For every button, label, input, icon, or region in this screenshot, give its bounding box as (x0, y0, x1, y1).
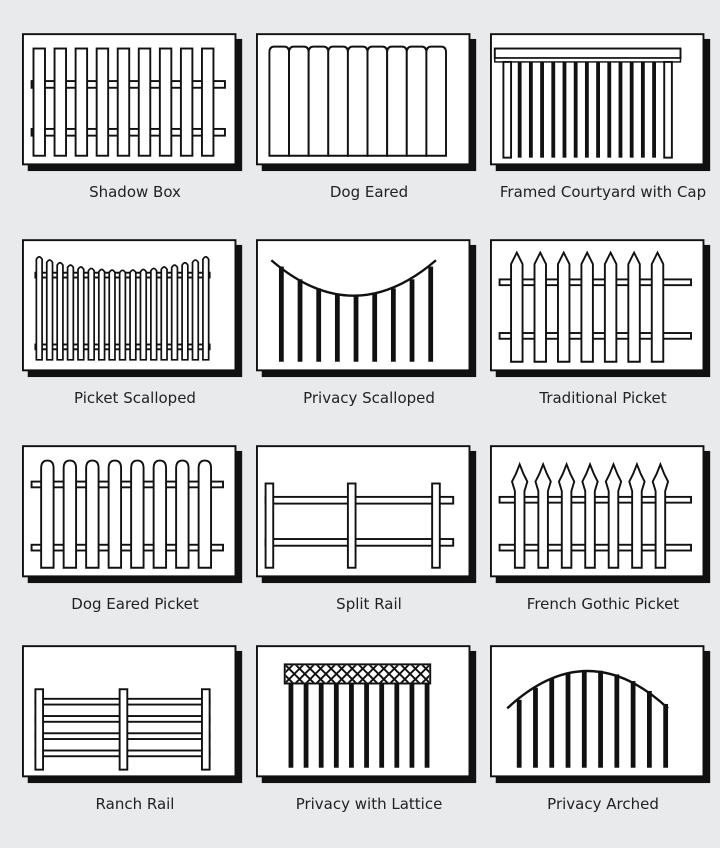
fence-board (76, 49, 87, 156)
fence-picket (653, 464, 668, 567)
fence-picket (193, 260, 199, 360)
fence-board (181, 49, 192, 156)
fence-bar (652, 62, 656, 158)
fence-bar (334, 683, 339, 767)
fence-card-privacy-lattice (256, 642, 490, 848)
fence-picket (57, 263, 63, 360)
fence-board (328, 47, 348, 156)
fence-bar (425, 683, 430, 767)
fence-card-shadow-box (22, 30, 256, 236)
fence-bar (630, 62, 634, 158)
fence-picket (64, 461, 76, 568)
fence-label: Privacy Scalloped (303, 389, 435, 407)
fence-bar (566, 673, 571, 768)
fence-picket (203, 257, 209, 360)
fence-bar (647, 691, 652, 768)
fence-bar (551, 62, 555, 158)
fence-board (289, 47, 309, 156)
fence-bar (582, 670, 587, 767)
fence-picket (199, 461, 211, 568)
fence-bar (289, 683, 294, 767)
fence-picket (558, 253, 569, 362)
fence-bar (518, 62, 522, 158)
fence-label: Privacy with Lattice (295, 795, 443, 813)
fence-bar (279, 267, 284, 362)
fence-bar (529, 62, 533, 158)
fence-picket (512, 464, 527, 567)
fence-bar (372, 294, 377, 362)
ranch-rail-illustration (22, 642, 246, 792)
fence-bar (428, 267, 433, 362)
fence-picket (47, 260, 53, 360)
fence-bar (614, 674, 619, 767)
fence-picket (559, 464, 574, 567)
fence-picket (130, 270, 136, 360)
fence-label: French Gothic Picket (526, 595, 680, 613)
fence-label: Picket Scalloped (74, 389, 196, 407)
fence-bar (391, 288, 396, 361)
framed-courtyard-cap-illustration (490, 30, 714, 180)
fence-picket (605, 253, 616, 362)
fence-bar (319, 683, 324, 767)
fence-bar (394, 683, 399, 767)
fence-picket (151, 268, 157, 359)
fence-board (407, 47, 427, 156)
fence-picket (109, 270, 115, 360)
fence-board (97, 49, 108, 156)
fence-picket (176, 461, 188, 568)
fence-label: Split Rail (336, 595, 402, 613)
fence-board (309, 47, 329, 156)
fence-picket (535, 253, 546, 362)
fence-card-privacy-scalloped (256, 236, 490, 442)
fence-picket (140, 269, 146, 359)
fence-picket (628, 253, 639, 362)
fence-picket (154, 461, 166, 568)
fence-board (202, 49, 213, 156)
privacy-lattice-illustration (256, 642, 480, 792)
fence-card-dog-eared (256, 30, 490, 236)
french-gothic-picket-illustration (490, 442, 714, 592)
fence-board (139, 49, 150, 156)
fence-board (348, 47, 368, 156)
traditional-picket-illustration (490, 236, 714, 386)
fence-bar (549, 679, 554, 768)
fence-bar (354, 296, 359, 362)
fence-bar (619, 62, 623, 158)
fence-bar (596, 62, 600, 158)
fence-bar (540, 62, 544, 158)
fence-bar (364, 683, 369, 767)
fence-picket (120, 270, 126, 360)
fence-board (368, 47, 388, 156)
privacy-arched-illustration (490, 642, 714, 792)
fence-label: Dog Eared Picket (71, 595, 199, 613)
fence-bar (379, 683, 384, 767)
fence-label: Traditional Picket (539, 389, 667, 407)
fence-picket (86, 461, 98, 568)
fence-picket (582, 464, 597, 567)
fence-bar (316, 288, 321, 361)
fence-board (55, 49, 66, 156)
shadow-box-illustration (22, 30, 246, 180)
fence-picket (652, 253, 663, 362)
fence-picket (131, 461, 143, 568)
fence-bar (607, 62, 611, 158)
fence-board (269, 47, 289, 156)
fence-board (160, 49, 171, 156)
fence-card-traditional-picket (490, 236, 720, 442)
fence-bar (585, 62, 589, 158)
fence-bar (663, 704, 668, 768)
fence-picket (36, 257, 42, 360)
fence-picket (78, 267, 84, 360)
fence-picket (535, 464, 550, 567)
fence-bar (563, 62, 567, 158)
fence-card-framed-courtyard-cap (490, 30, 720, 236)
fence-picket (161, 267, 167, 360)
fence-board (426, 47, 446, 156)
fence-bar (598, 671, 603, 768)
fence-picket (88, 268, 94, 359)
fence-bar (298, 279, 303, 361)
fence-picket (581, 253, 592, 362)
fence-label: Shadow Box (89, 183, 181, 201)
fence-card-picket-scalloped (22, 236, 256, 442)
fence-picket (629, 464, 644, 567)
fence-label: Ranch Rail (95, 795, 175, 813)
privacy-scalloped-illustration (256, 236, 480, 386)
fence-picket (68, 265, 74, 360)
fence-bar (533, 688, 538, 768)
dog-eared-picket-illustration (22, 442, 246, 592)
fence-bar (410, 279, 415, 361)
fence-bar (631, 681, 636, 768)
fence-label: Privacy Arched (547, 795, 659, 813)
fence-bar (574, 62, 578, 158)
fence-board (387, 47, 407, 156)
fence-picket (109, 461, 121, 568)
fence-picket (511, 253, 522, 362)
dog-eared-illustration (256, 30, 480, 180)
fence-label: Framed Courtyard with Cap (499, 183, 707, 201)
fence-board (33, 49, 44, 156)
fence-bar (335, 294, 340, 362)
fence-board (118, 49, 129, 156)
fence-bar (410, 683, 415, 767)
fence-bar (349, 683, 354, 767)
fence-picket (172, 265, 178, 360)
fence-card-french-gothic-picket (490, 442, 720, 648)
fence-picket (182, 263, 188, 360)
fence-picket (99, 269, 105, 359)
fence-bar (641, 62, 645, 158)
split-rail-illustration (256, 442, 480, 592)
fence-card-dog-eared-picket (22, 442, 256, 648)
fence-card-privacy-arched (490, 642, 720, 848)
fence-picket (41, 461, 53, 568)
fence-bar (304, 683, 309, 767)
fence-bar (517, 700, 522, 768)
fence-card-split-rail (256, 442, 490, 648)
fence-picket (606, 464, 621, 567)
fence-label: Dog Eared (329, 183, 409, 201)
fence-card-ranch-rail (22, 642, 256, 848)
picket-scalloped-illustration (22, 236, 246, 386)
